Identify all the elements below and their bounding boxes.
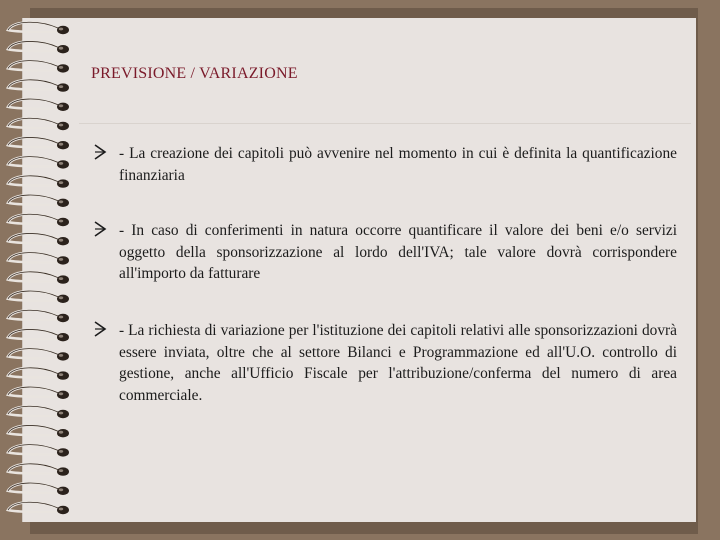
binding-ring — [8, 387, 69, 399]
binding-ring — [8, 195, 69, 207]
title-divider — [79, 123, 691, 124]
notebook-page — [22, 18, 696, 522]
bullet-item-3 — [93, 320, 677, 406]
arrow-bullet-icon — [93, 143, 109, 161]
binding-ring — [8, 22, 69, 34]
slide-title: PREVISIONE / VARIAZIONE — [91, 65, 298, 82]
binding-ring — [8, 310, 69, 322]
binding-ring — [8, 80, 69, 92]
binding-ring — [8, 368, 69, 380]
binding-ring — [8, 176, 69, 188]
binding-ring — [8, 99, 69, 111]
bullet-item-2 — [93, 220, 677, 285]
binding-ring — [8, 349, 69, 361]
spiral-binding-icon — [0, 0, 80, 540]
bullet-text: - La richiesta di variazione per l'istituzione dei capitoli relativi alle sponsorizzazioni dovrà essere inviata, oltre che al settore Bilanci e Programmazione ed all'U.O. controllo di gestione, anche all'Ufficio Fiscale per l'attribuzione/conferma del numero di area commerciale. — [119, 322, 677, 404]
arrow-bullet-icon — [93, 320, 109, 338]
binding-ring — [8, 502, 69, 514]
binding-ring — [8, 445, 69, 457]
binding-ring — [8, 329, 69, 341]
bullet-text: - In caso di conferimenti in natura occorre quantificare il valore dei beni e/o servizi oggetto della sponsorizzazione al lordo dell'IVA; tale valore dovrà corrispondere all'importo da fatturare — [119, 222, 677, 283]
binding-ring — [8, 118, 69, 130]
binding-ring — [8, 483, 69, 495]
binding-ring — [8, 425, 69, 437]
binding-ring — [8, 137, 69, 149]
binding-ring — [8, 253, 69, 265]
binding-ring — [8, 464, 69, 476]
binding-ring — [8, 157, 69, 169]
binding-ring — [8, 233, 69, 245]
arrow-bullet-icon — [93, 220, 109, 238]
binding-ring — [8, 272, 69, 284]
binding-ring — [8, 214, 69, 226]
binding-ring — [8, 291, 69, 303]
binding-ring — [8, 41, 69, 53]
bullet-item-1 — [93, 143, 677, 186]
binding-ring — [8, 61, 69, 73]
bullet-text: - La creazione dei capitoli può avvenire nel momento in cui è definita la quantificazione finanziaria — [119, 145, 677, 184]
binding-ring — [8, 406, 69, 418]
